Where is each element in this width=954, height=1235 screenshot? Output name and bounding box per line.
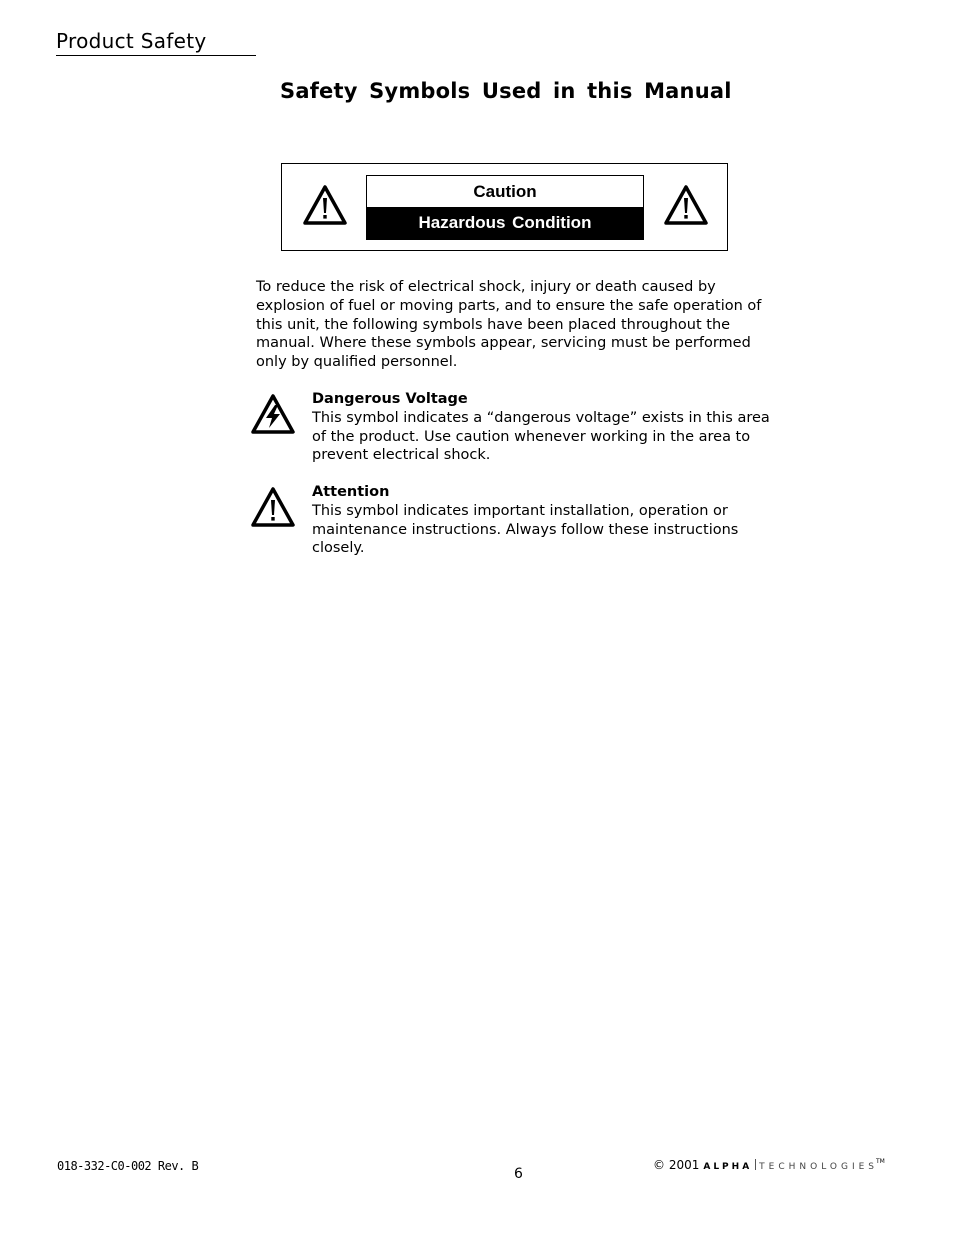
attention-warning-icon xyxy=(250,486,296,532)
symbol-description: This symbol indicates a “dangerous voltage” exists in this area of the product. Use caution whenever working in the area to prevent electrical shock. xyxy=(312,409,770,464)
trademark-mark: TM xyxy=(876,1158,885,1165)
hazardous-condition-text: Hazardous Condition xyxy=(367,207,643,239)
voltage-warning-icon xyxy=(250,393,296,439)
brand-alpha: ALPHA xyxy=(703,1162,753,1172)
brand-technologies: TECHNOLOGIES xyxy=(759,1162,879,1172)
copyright-notice xyxy=(653,1158,885,1172)
document-number: 018-332-C0-002 Rev. B xyxy=(57,1159,199,1173)
brand-divider xyxy=(755,1159,756,1170)
symbol-description: This symbol indicates important installation, operation or maintenance instructions. Always follow these instructions closely. xyxy=(312,502,739,557)
symbol-title: Dangerous Voltage xyxy=(312,391,468,407)
caution-warning-icon-left xyxy=(302,184,348,230)
caution-label-box xyxy=(281,163,728,251)
caution-word: Caution xyxy=(473,182,537,201)
intro-paragraph: To reduce the risk of electrical shock, injury or death caused by explosion of fuel or moving parts, and to ensure the safe operation of this unit, the following symbols have been placed throughout the manual. Where these symbols appear, servicing must be performed only by qualified personnel. xyxy=(256,279,762,371)
section-header: Product Safety xyxy=(56,28,256,56)
caution-warning-icon-right xyxy=(663,184,709,230)
symbol-title: Attention xyxy=(312,484,390,500)
copyright-year: © 2001 xyxy=(653,1158,700,1172)
caution-label xyxy=(366,175,644,240)
page-number: 6 xyxy=(514,1166,523,1182)
page-title: Safety Symbols Used in this Manual xyxy=(280,79,732,103)
